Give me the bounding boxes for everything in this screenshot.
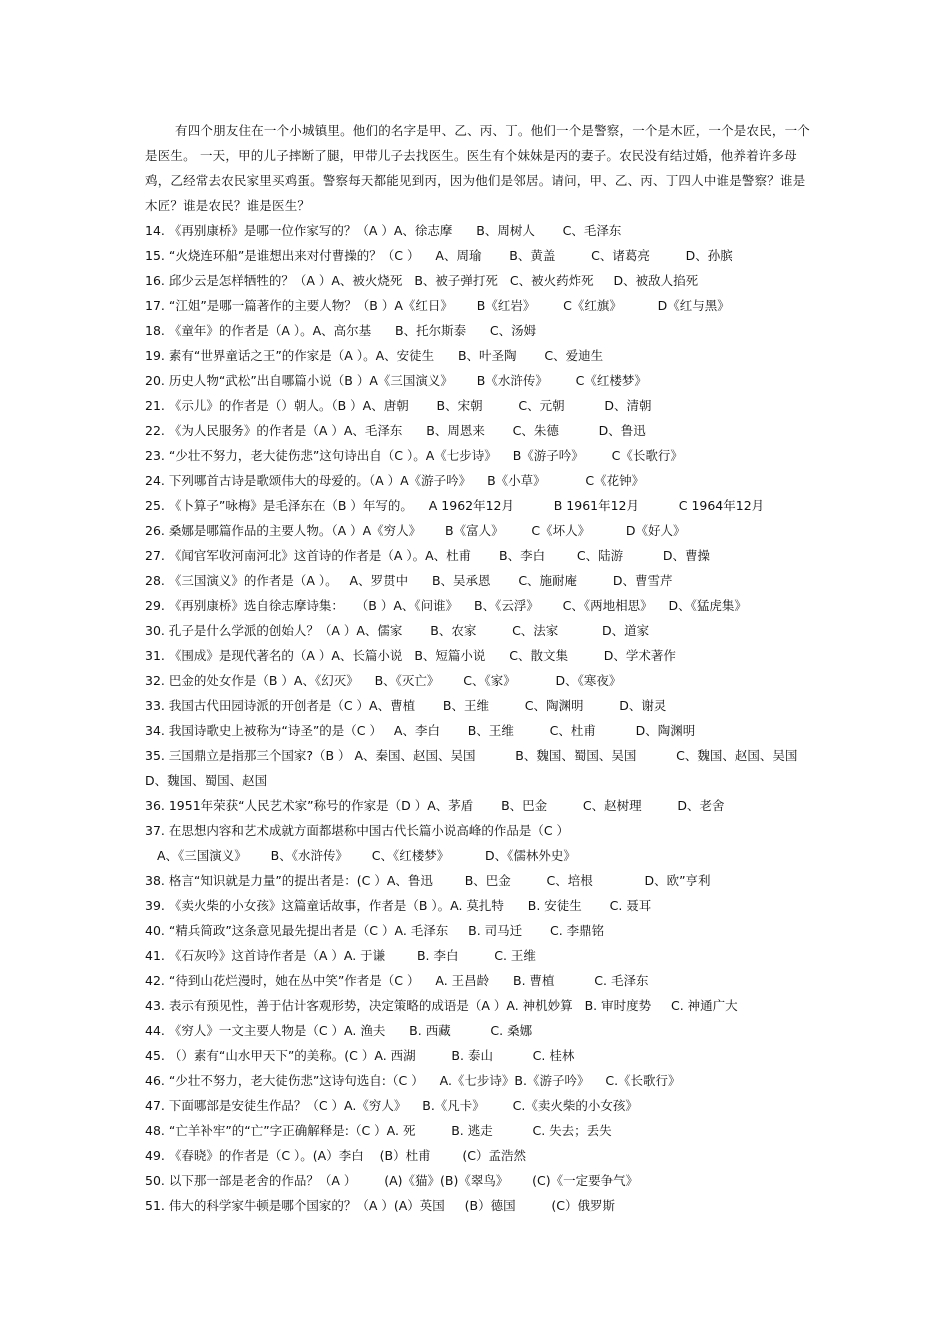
- question-51: 51. 伟大的科学家牛顿是哪个国家的？（A ）(A）英国 (B）德国 (C）俄罗斯: [145, 1198, 615, 1213]
- question-18: 18. 《童年》的作者是（A ）。A、高尔基 B、托尔斯泰 C、汤姆: [145, 323, 537, 338]
- question-24: 24. 下列哪首古诗是歌颂伟大的母爱的。（A ）A《游子吟》 B《小草》 C《花钟》: [145, 473, 645, 488]
- question-15: 15. “火烧连环船”是谁想出来对付曹操的？（C ） A、周瑜 B、黄盖 C、诸葛亮 D、孙膑: [145, 248, 733, 263]
- question-30: 30. 孔子是什么学派的创始人？（A ）A、儒家 B、农家 C、法家 D、道家: [145, 623, 650, 638]
- question-39: 39. 《卖火柴的小女孩》这篇童话故事，作者是（B ）。A. 莫扎特 B. 安徒生 C. 聂耳: [145, 898, 652, 913]
- question-42: 42. “待到山花烂漫时，她在丛中笑”作者是（C ） A. 王昌龄 B. 曹植 C. 毛泽东: [145, 973, 649, 988]
- question-45: 45. （）素有“山水甲天下”的美称。(C ）A. 西湖 B. 泰山 C. 桂林: [145, 1048, 575, 1063]
- question-27: 27. 《闻官军收河南河北》这首诗的作者是（A ）。A、杜甫 B、李白 C、陆游 D、曹操: [145, 548, 710, 563]
- question-14: 14. 《再别康桥》是哪一位作家写的？（A ）A、徐志摩 B、周树人 C、毛泽东: [145, 223, 622, 238]
- question-29: 29. 《再别康桥》选自徐志摩诗集： （B ）A、《问谁》 B、《云浮》 C、《两地相思》 D、《猛虎集》: [145, 598, 747, 613]
- question-48: 48. “亡羊补牢”的“亡”字正确解释是:（C ）A. 死 B. 逃走 C. 失去；丢失: [145, 1123, 612, 1138]
- question-44: 44. 《穷人》一文主要人物是（C ）A. 渔夫 B. 西藏 C. 桑娜: [145, 1023, 533, 1038]
- question-33: 33. 我国古代田园诗派的开创者是（C ）A、曹植 B、王维 C、陶渊明 D、谢灵: [145, 698, 667, 713]
- intro-paragraph: 有四个朋友住在一个小城镇里。他们的名字是甲、乙、丙、丁。他们一个是警察，一个是木匠，一个是农民，一个是医生。 一天，甲的儿子摔断了腿，甲带儿子去找医生。医生有个妹妹是丙的妻子。农民没有结过婚，他养着许多母鸡，乙经常去农民家里买鸡蛋。警察每天都能见到丙，因为他们是邻居。请问，甲、乙、丙、丁四人中谁是警察？谁是木匠？谁是农民？谁是医生？: [145, 123, 811, 213]
- question-34: 34. 我国诗歌史上被称为“诗圣”的是（C ） A、李白 B、王维 C、杜甫 D、陶渊明: [145, 723, 696, 738]
- question-49: 49. 《春晓》的作者是（C ）。(A）李白 (B）杜甫 (C）孟浩然: [145, 1148, 526, 1163]
- question-37-options: A、《三国演义》 B、《水浒传》 C、《红楼梦》 D、《儒林外史》: [157, 848, 576, 863]
- question-41: 41. 《石灰吟》这首诗作者是（A ）A. 于谦 B. 李白 C. 王维: [145, 948, 536, 963]
- question-22: 22. 《为人民服务》的作者是（A ）A、毛泽东 B、周恩来 C、朱德 D、鲁迅: [145, 423, 646, 438]
- question-38: 38. 格言“知识就是力量”的提出者是：(C ）A、鲁迅 B、巴金 C、培根 D、欧”亨利: [145, 873, 711, 888]
- question-46: 46. “少壮不努力，老大徒伤悲”这诗句选自:（C ） A.《七步诗》B.《游子吟》 C.《长歌行》: [145, 1073, 681, 1088]
- question-19: 19. 素有“世界童话之王”的作家是（A ）。A、安徒生 B、叶圣陶 C、爱迪生: [145, 348, 604, 363]
- question-32: 32. 巴金的处女作是（B ）A、《幻灭》 B、《灭亡》 C、《家》 D、《寒夜》: [145, 673, 622, 688]
- question-50: 50. 以下那一部是老舍的作品？（A ） (A)《猫》(B)《翠鸟》 (C)《一定要争气》: [145, 1173, 639, 1188]
- question-37: 37. 在思想内容和艺术成就方面都堪称中国古代长篇小说高峰的作品是（C ）: [145, 823, 570, 838]
- question-17: 17. “江姐”是哪一篇著作的主要人物？（B ）A《红日》 B《红岩》 C《红旗》 D《红与黑》: [145, 298, 730, 313]
- question-25: 25. 《卜算子”咏梅》是毛泽东在（B ）年写的。 A 1962年12月 B 1961年12月 C 1964年12月: [145, 498, 765, 513]
- question-21: 21. 《示儿》的作者是（）朝人。（B ）A、唐朝 B、宋朝 C、元朝 D、清朝: [145, 398, 652, 413]
- question-36: 36. 1951年荣获“人民艺术家”称号的作家是（D ）A、茅盾 B、巴金 C、赵树理 D、老舍: [145, 798, 725, 813]
- question-43: 43. 表示有预见性，善于估计客观形势，决定策略的成语是（A ）A. 神机妙算 B. 审时度势 C. 神通广大: [145, 998, 738, 1013]
- question-20: 20. 历史人物“武松”出自哪篇小说（B ）A《三国演义》 B《水浒传》 C《红楼梦》: [145, 373, 647, 388]
- document-body: [145, 118, 822, 1218]
- question-35: 35. 三国鼎立是指那三个国家?（B ） A、秦国、赵国、吴国 B、魏国、蜀国、吴国 C、魏国、赵国、吴国 D、魏国、蜀国、赵国: [145, 748, 822, 788]
- question-23: 23. “少壮不努力，老大徒伤悲”这句诗出自（C ）。A《七步诗》 B《游子吟》 C《长歌行》: [145, 448, 683, 463]
- question-28: 28. 《三国演义》的作者是（A ）。 A、罗贯中 B、吴承恩 C、施耐庵 D、曹雪芹: [145, 573, 673, 588]
- question-26: 26. 桑娜是哪篇作品的主要人物。（A ）A《穷人》 B《富人》 C《坏人》 D《好人》: [145, 523, 686, 538]
- question-31: 31. 《围成》是现代著名的（A ）A、长篇小说 B、短篇小说 C、散文集 D、学术著作: [145, 648, 676, 663]
- question-40: 40. “精兵简政”这条意见最先提出者是（C ）A. 毛泽东 B. 司马迁 C. 李鼎铭: [145, 923, 605, 938]
- question-47: 47. 下面哪部是安徒生作品？（C ）A.《穷人》 B.《凡卡》 C.《卖火柴的小女孩》: [145, 1098, 638, 1113]
- question-16: 16. 邱少云是怎样牺牲的？（A ）A、被火烧死 B、被子弹打死 C、被火药炸死 D、被敌人掐死: [145, 273, 699, 288]
